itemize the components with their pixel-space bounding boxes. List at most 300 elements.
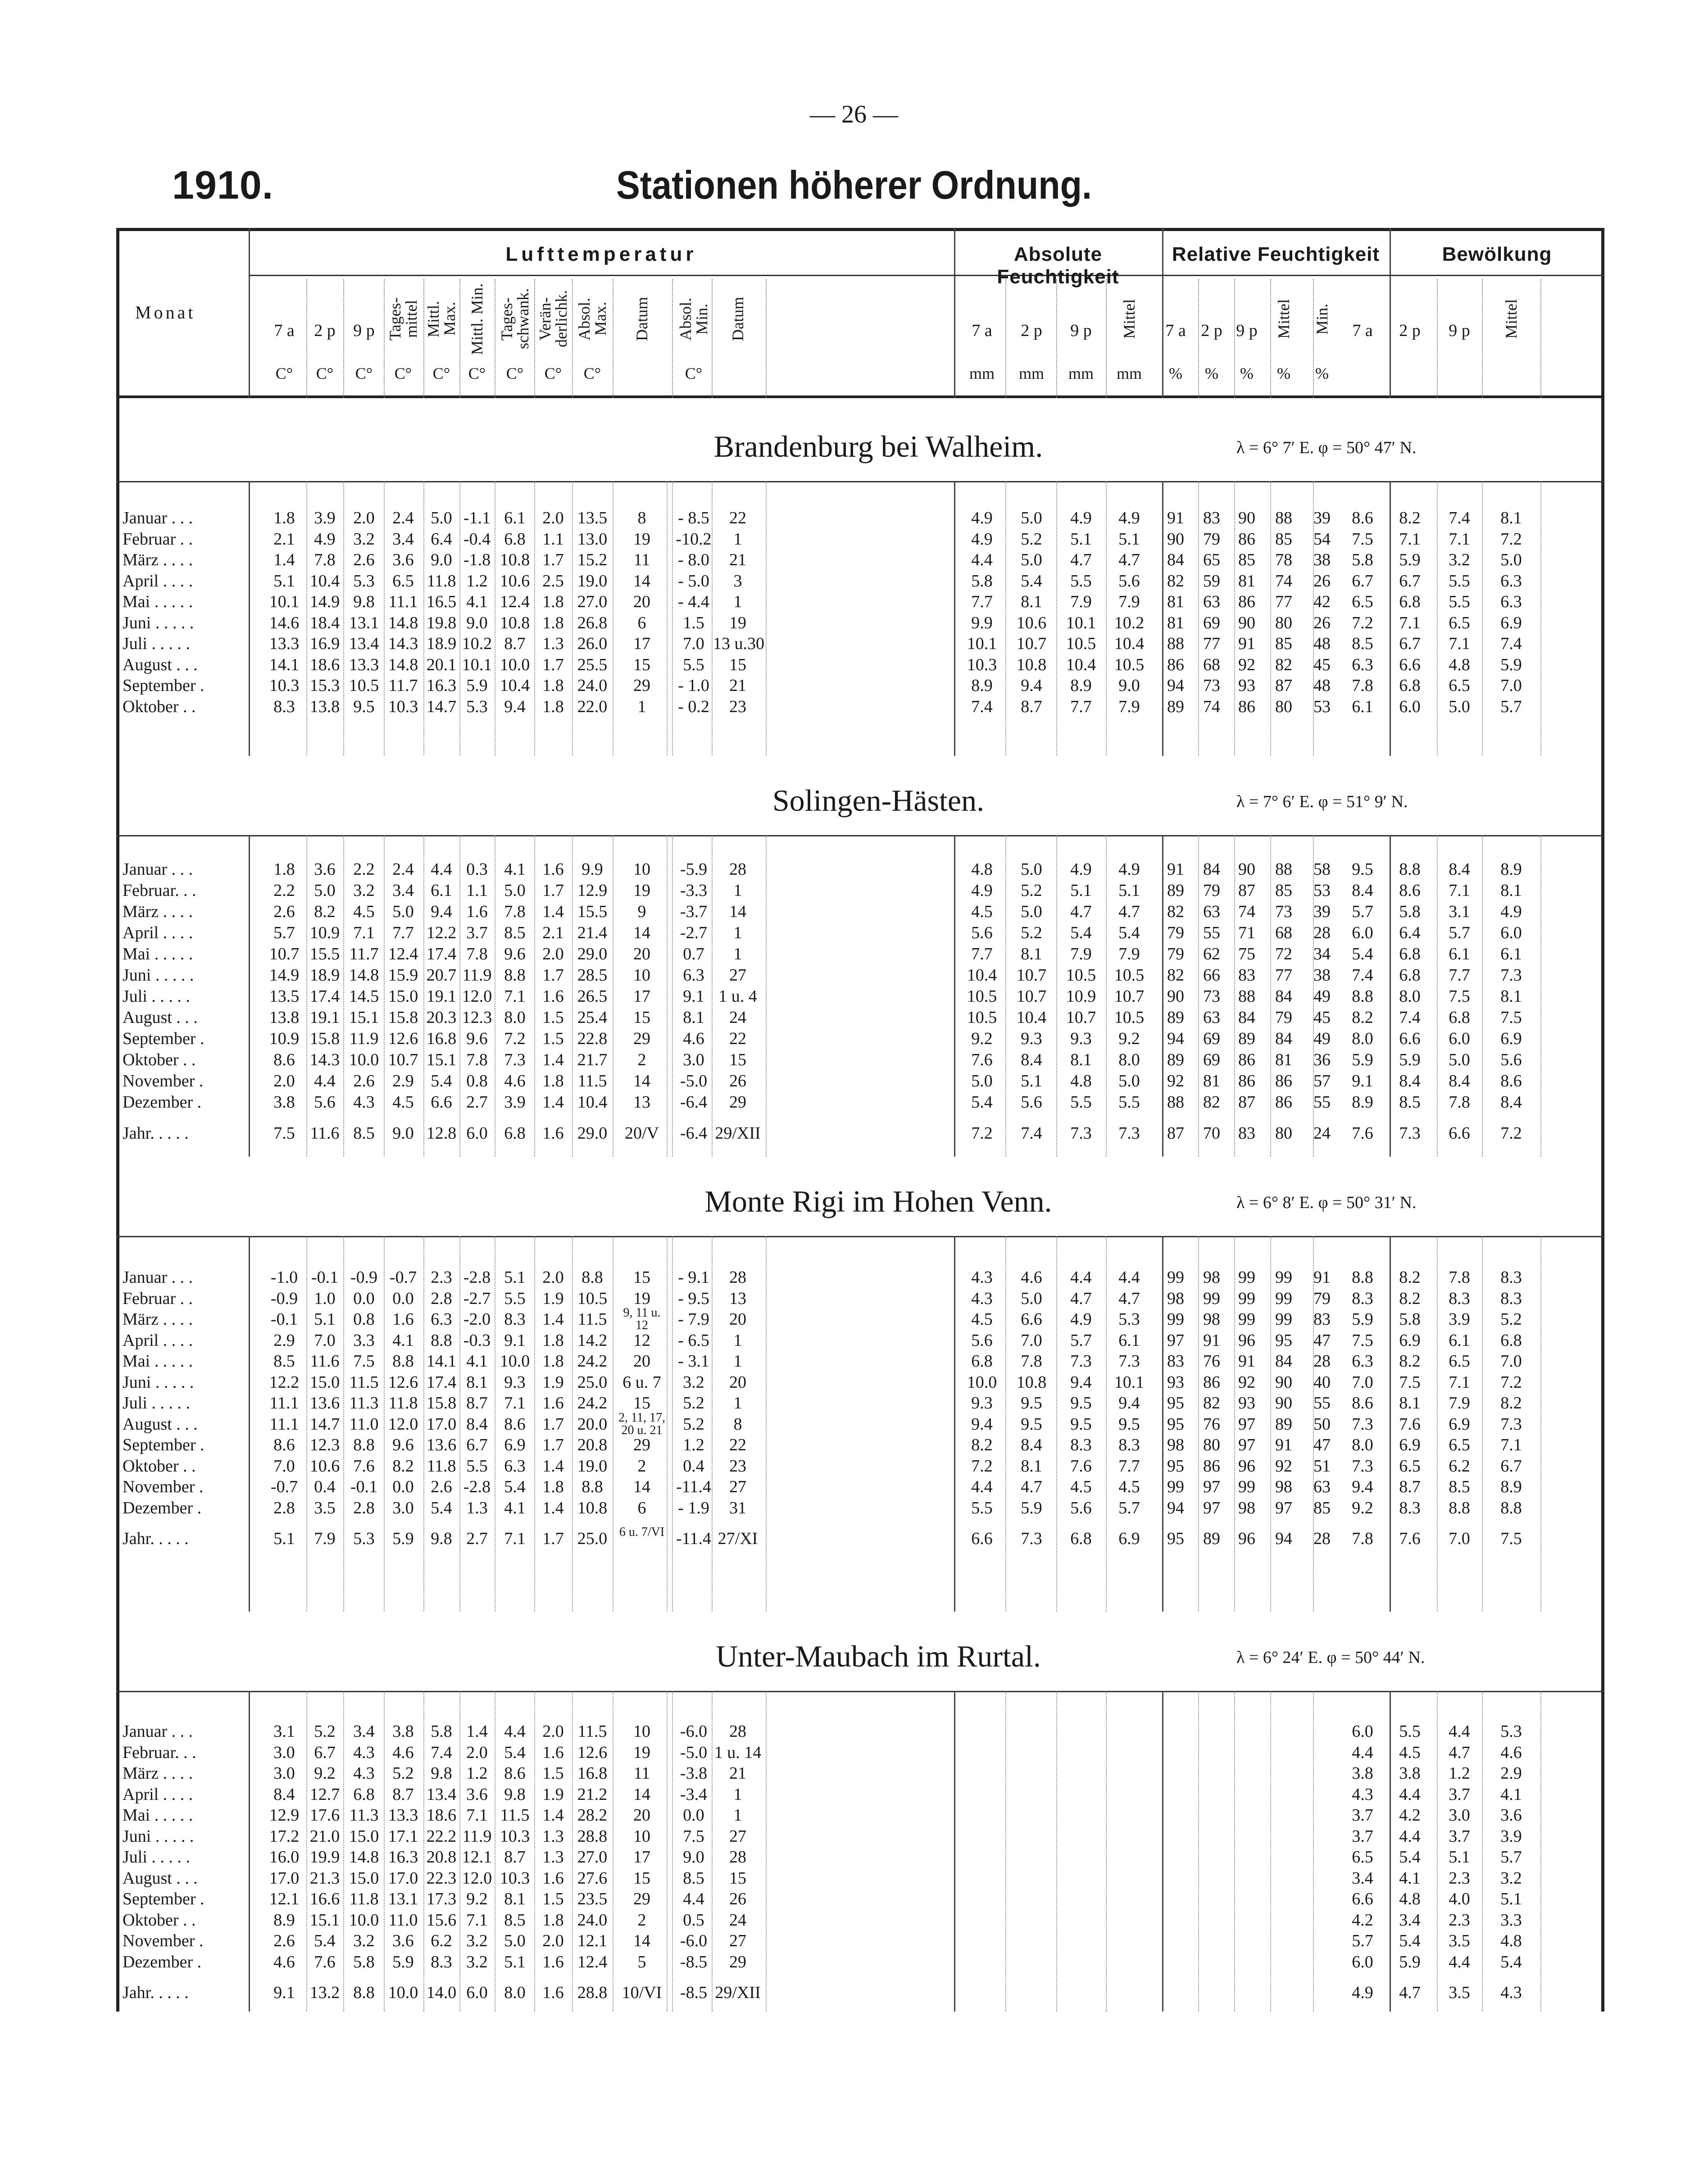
month-name: April . . . .	[123, 923, 193, 942]
table-cell: 7.3	[1118, 1124, 1140, 1143]
table-cell: 14	[633, 1477, 650, 1496]
table-cell: 27.0	[577, 1848, 608, 1867]
station-divider	[116, 1691, 1604, 1692]
table-cell: 5.8	[353, 1952, 375, 1971]
table-cell: 91	[1203, 1331, 1220, 1350]
table-cell: 3.4	[1352, 1868, 1373, 1888]
table-cell: 55	[1203, 923, 1220, 942]
table-cell: 8.7	[466, 1394, 488, 1413]
table-cell: 7.7	[971, 945, 993, 963]
table-cell: 10.4	[309, 571, 340, 590]
table-cell: 20.7	[426, 966, 457, 985]
table-cell: 1	[637, 697, 646, 716]
table-cell: - 1.0	[678, 676, 709, 695]
table-cell: 20	[633, 945, 650, 963]
table-cell: 93	[1167, 1372, 1184, 1392]
table-cell: 80	[1203, 1435, 1220, 1454]
table-cell: 8.3	[504, 1310, 526, 1329]
table-cell: 5.2	[1021, 529, 1042, 549]
table-cell: 5.7	[1449, 923, 1470, 942]
table-cell: 8.2	[1399, 1289, 1421, 1308]
table-cell: 7.4	[1352, 966, 1373, 985]
table-cell: 94	[1167, 1498, 1184, 1517]
table-cell: 8.2	[1500, 1394, 1522, 1413]
table-cell: 5.6	[314, 1093, 336, 1112]
table-cell: 6.5	[1352, 592, 1373, 611]
table-cell: 3.4	[1399, 1910, 1421, 1930]
table-cell: 47	[1313, 1435, 1331, 1454]
table-cell: 12.2	[269, 1372, 300, 1392]
table-cell: 4.1	[1399, 1868, 1421, 1888]
table-cell: 5.5	[1118, 1093, 1140, 1112]
table-cell: 98	[1167, 1435, 1184, 1454]
table-cell: 6.9	[1500, 1029, 1522, 1048]
table-cell: 9.5	[1070, 1394, 1092, 1413]
table-cell: 3.3	[1500, 1910, 1522, 1930]
table-cell: 77	[1275, 592, 1292, 611]
month-name: März . . . .	[123, 1764, 193, 1783]
table-cell: 5.9	[1399, 1050, 1421, 1069]
table-cell: 1.7	[542, 966, 564, 985]
table-cell: 1.4	[273, 550, 295, 569]
table-cell: - 6.5	[678, 1331, 709, 1350]
table-cell: 8.4	[1399, 1072, 1421, 1090]
table-cell: 10.6	[500, 571, 530, 590]
table-row	[0, 881, 1708, 901]
table-cell: 3.4	[392, 529, 414, 549]
column-unit: %	[1169, 364, 1182, 382]
table-cell: 10	[633, 966, 650, 985]
table-cell: 3.3	[353, 1331, 375, 1350]
table-cell: 54	[1313, 529, 1331, 549]
table-cell: 5.0	[1021, 902, 1042, 921]
table-cell: 10.1	[967, 634, 997, 653]
table-cell: 48	[1313, 634, 1331, 653]
table-cell: 10.8	[1016, 1372, 1047, 1392]
table-cell: 1 u. 14	[714, 1743, 762, 1762]
table-cell: 87	[1238, 881, 1255, 900]
table-cell: 28	[1313, 1352, 1331, 1371]
table-cell: 8.3	[1500, 1289, 1522, 1308]
table-cell: 7.8	[314, 550, 336, 569]
table-cell: 50	[1313, 1414, 1331, 1434]
month-name: Februar . .	[123, 529, 193, 549]
table-cell: 14.8	[349, 1848, 379, 1867]
table-cell: 8.8	[353, 1435, 375, 1454]
table-cell: 28	[729, 1848, 746, 1867]
table-cell: 6.9	[1118, 1529, 1140, 1548]
table-cell: -5.0	[680, 1743, 708, 1762]
table-cell: 26.0	[577, 634, 608, 653]
column-unit: C°	[355, 364, 373, 382]
table-cell: 5.1	[1118, 881, 1140, 900]
month-name: Januar . . .	[123, 860, 193, 879]
column-unit: C°	[544, 364, 562, 382]
table-cell: 9, 11 u. 12	[623, 1306, 661, 1332]
table-cell: 1	[733, 881, 742, 900]
table-cell: 8.0	[1352, 1029, 1373, 1048]
page-number: — 26 —	[810, 100, 898, 128]
table-cell: 4.8	[1070, 1072, 1092, 1090]
table-cell: 29.0	[577, 1124, 608, 1143]
table-cell: 5.5	[1070, 571, 1092, 590]
month-name: Juli . . . . .	[123, 987, 190, 1006]
table-cell: 16.0	[269, 1848, 300, 1867]
table-cell: 5.1	[504, 1952, 526, 1971]
table-cell: 4.3	[971, 1268, 993, 1287]
table-cell: 10.5	[577, 1289, 608, 1308]
table-cell: 89	[1167, 1008, 1184, 1027]
table-cell: 7.9	[1118, 697, 1140, 716]
table-cell: 11.5	[577, 1310, 607, 1329]
table-cell: 23	[729, 697, 746, 716]
table-row	[0, 1931, 1708, 1952]
table-cell: 5.1	[1449, 1848, 1470, 1867]
table-cell: 6.9	[504, 1435, 526, 1454]
table-cell: 5.6	[971, 923, 993, 942]
table-cell: 5.0	[1449, 1050, 1470, 1069]
table-cell: 71	[1238, 923, 1255, 942]
table-cell: 10.5	[967, 987, 997, 1006]
table-cell: 4.3	[1500, 1983, 1522, 2002]
table-cell: 7.8	[1021, 1352, 1042, 1371]
table-cell: 76	[1203, 1352, 1220, 1371]
column-header: 7 a	[972, 321, 992, 340]
month-name: September .	[123, 1435, 204, 1454]
table-cell: 99	[1238, 1268, 1255, 1287]
table-cell: 3.0	[392, 1498, 414, 1517]
table-cell: 1.8	[542, 676, 564, 695]
table-cell: 5.9	[392, 1529, 414, 1548]
month-name: April . . . .	[123, 1785, 193, 1804]
table-cell: 20	[729, 1372, 746, 1392]
table-cell: 12	[633, 1331, 650, 1350]
table-cell: 13.8	[269, 1008, 300, 1027]
table-cell: 9	[637, 902, 646, 921]
table-cell: -1.0	[270, 1268, 298, 1287]
table-cell: 6.8	[1399, 676, 1421, 695]
table-cell: 6	[637, 613, 646, 632]
table-cell: 3.6	[314, 860, 336, 879]
table-cell: 11.5	[500, 1806, 530, 1825]
table-cell: 10.3	[967, 655, 997, 674]
table-cell: 90	[1167, 529, 1184, 549]
table-cell: 4.6	[1021, 1268, 1042, 1287]
month-name: Mai . . . . .	[123, 592, 193, 611]
table-cell: 8.4	[1021, 1435, 1042, 1454]
table-cell: 29	[633, 676, 650, 695]
table-cell: 10.8	[577, 1498, 608, 1517]
table-cell: 5.0	[971, 1072, 993, 1090]
table-cell: 10.1	[269, 592, 300, 611]
table-cell: 9.4	[504, 697, 526, 716]
table-cell: 8.1	[1070, 1050, 1092, 1069]
table-cell: 7.9	[1070, 945, 1092, 963]
table-cell: 7.0	[1500, 676, 1522, 695]
table-cell: 45	[1313, 1008, 1331, 1027]
table-cell: 17	[633, 1848, 650, 1867]
table-cell: 6.6	[1399, 1029, 1421, 1048]
table-cell: 7.1	[466, 1910, 488, 1930]
table-cell: 49	[1313, 1029, 1331, 1048]
column-unit: C°	[506, 364, 524, 382]
table-cell: 10.7	[1066, 1008, 1096, 1027]
table-cell: 69	[1203, 613, 1220, 632]
table-cell: 27/XI	[718, 1529, 758, 1548]
table-cell: 99	[1238, 1477, 1255, 1496]
table-cell: 23.5	[577, 1889, 608, 1908]
table-cell: 5.9	[1352, 1310, 1373, 1329]
table-cell: 14	[633, 923, 650, 942]
station-coordinates: λ = 6° 8′ E. φ = 50° 31′ N.	[1236, 1193, 1417, 1212]
month-name: Februar. . .	[123, 1743, 196, 1762]
table-cell: 14.2	[577, 1331, 608, 1350]
table-cell: - 8.5	[678, 509, 709, 527]
table-cell: 7.4	[1021, 1124, 1042, 1143]
column-divider	[712, 279, 713, 398]
table-cell: 8.5	[504, 1910, 526, 1930]
table-cell: 21.4	[577, 923, 608, 942]
table-cell: 85	[1275, 881, 1292, 900]
month-name: November .	[123, 1072, 204, 1090]
table-cell: 92	[1167, 1072, 1184, 1090]
table-cell: 62	[1203, 945, 1220, 963]
table-cell: 11.8	[349, 1889, 379, 1908]
month-name: November .	[123, 1931, 204, 1950]
table-row	[0, 1456, 1708, 1477]
table-cell: 5.4	[504, 1477, 526, 1496]
table-cell: 5.0	[1021, 860, 1042, 879]
table-cell: 4.4	[1449, 1722, 1470, 1741]
table-cell: 3.5	[314, 1498, 336, 1517]
table-cell: 11.0	[388, 1910, 418, 1930]
table-cell: 17.0	[269, 1868, 300, 1888]
column-header: 9 p	[1449, 321, 1470, 340]
table-cell: 24.0	[577, 676, 608, 695]
table-cell: 7.3	[1352, 1414, 1373, 1434]
column-divider	[1005, 279, 1006, 398]
month-name: Juni . . . . .	[123, 613, 194, 632]
table-cell: 7.2	[1352, 613, 1373, 632]
table-cell: 4.9	[971, 509, 993, 527]
table-cell: 2.9	[1500, 1764, 1522, 1783]
table-cell: 5.0	[1021, 550, 1042, 569]
table-cell: 81	[1275, 1050, 1292, 1069]
table-cell: 3.8	[392, 1722, 414, 1741]
table-cell: 12.1	[577, 1931, 608, 1950]
table-cell: 6.6	[431, 1093, 452, 1112]
table-cell: 8.4	[273, 1785, 295, 1804]
table-cell: 10.5	[1114, 966, 1145, 985]
table-cell: 95	[1275, 1331, 1292, 1350]
table-cell: 6.5	[1399, 1456, 1421, 1476]
table-cell: 1.2	[466, 1764, 488, 1783]
table-cell: 16.9	[309, 634, 340, 653]
table-cell: 4.8	[1449, 655, 1470, 674]
table-cell: 8.8	[1352, 987, 1373, 1006]
table-cell: 10.0	[349, 1910, 379, 1930]
table-row	[0, 1721, 1708, 1742]
table-cell: 7.2	[504, 1029, 526, 1048]
table-cell: 84	[1203, 860, 1220, 879]
table-cell: 6.1	[1352, 697, 1373, 716]
table-cell: -3.4	[680, 1785, 708, 1804]
table-cell: -6.0	[680, 1722, 708, 1741]
table-cell: 1.2	[683, 1435, 704, 1454]
table-cell: 4.1	[466, 1352, 488, 1371]
table-cell: 29	[633, 1029, 650, 1048]
table-cell: 24	[729, 1008, 746, 1027]
table-cell: 8.0	[1352, 1435, 1373, 1454]
table-cell: 2.6	[273, 1931, 295, 1950]
table-cell: 4.7	[1449, 1743, 1470, 1762]
table-cell: 5.4	[431, 1072, 452, 1090]
table-cell: 15.1	[309, 1910, 340, 1930]
table-cell: 10.7	[1114, 987, 1145, 1006]
table-cell: 10.4	[1016, 1008, 1047, 1027]
table-cell: 1.8	[542, 1910, 564, 1930]
table-cell: 6.3	[683, 966, 704, 985]
column-divider	[1482, 279, 1483, 398]
table-cell: 99	[1238, 1289, 1255, 1308]
table-cell: 1.6	[542, 1743, 564, 1762]
table-cell: 12.6	[577, 1743, 608, 1762]
table-cell: 82	[1203, 1394, 1220, 1413]
table-cell: 14.5	[349, 987, 379, 1006]
table-cell: 34	[1313, 945, 1331, 963]
table-row	[0, 1868, 1708, 1889]
table-cell: 9.1	[1352, 1072, 1373, 1090]
table-cell: 4.5	[971, 902, 993, 921]
column-header: Mittel	[1275, 299, 1293, 339]
table-cell: 1.8	[273, 509, 295, 527]
table-cell: 19.0	[577, 571, 608, 590]
table-cell: 10.7	[269, 945, 300, 963]
table-cell: 73	[1203, 676, 1220, 695]
table-cell: 4.4	[683, 1889, 704, 1908]
table-cell: 1.3	[542, 1848, 564, 1867]
table-cell: 10.0	[349, 1050, 379, 1069]
month-name: Juni . . . . .	[123, 1826, 194, 1846]
table-cell: 8.1	[1500, 881, 1522, 900]
table-cell: 10.6	[1016, 613, 1047, 632]
table-cell: 7.3	[1070, 1124, 1092, 1143]
table-cell: 10.4	[1066, 655, 1096, 674]
table-cell: 3.0	[273, 1743, 295, 1762]
table-cell: 4.7	[1070, 1289, 1092, 1308]
table-cell: 68	[1275, 923, 1292, 942]
table-cell: 0.4	[683, 1456, 704, 1476]
table-cell: 6.8	[504, 1124, 526, 1143]
table-cell: 4.0	[1449, 1889, 1470, 1908]
table-cell: 15	[729, 1868, 746, 1888]
table-cell: 15.9	[388, 966, 418, 985]
table-cell: 3.5	[1449, 1931, 1470, 1950]
table-cell: 4.5	[1399, 1743, 1421, 1762]
table-cell: 11.9	[349, 1029, 379, 1048]
table-cell: 9.2	[314, 1764, 336, 1783]
table-cell: 2.0	[542, 945, 564, 963]
table-cell: 39	[1313, 902, 1331, 921]
table-cell: 10.2	[462, 634, 492, 653]
table-cell: 3.0	[1449, 1806, 1470, 1825]
table-cell: 14.1	[269, 655, 300, 674]
table-cell: 13.3	[388, 1806, 418, 1825]
table-cell: 5.8	[431, 1722, 452, 1741]
station-name: Brandenburg bei Walheim.	[713, 429, 1043, 463]
column-divider	[1106, 279, 1107, 398]
column-header: 2 p	[314, 321, 336, 340]
column-divider	[1313, 279, 1314, 398]
table-cell: 55	[1313, 1394, 1331, 1413]
table-cell: 2.0	[542, 1268, 564, 1287]
table-cell: 15.8	[426, 1394, 457, 1413]
month-name: November .	[123, 1477, 204, 1496]
table-cell: 95	[1167, 1414, 1184, 1434]
table-cell: 81	[1167, 592, 1184, 611]
table-cell: 14	[633, 571, 650, 590]
table-cell: 1.1	[466, 881, 488, 900]
table-cell: 7.0	[1449, 1529, 1470, 1548]
table-cell: 29	[633, 1889, 650, 1908]
month-name: Oktober . .	[123, 1456, 196, 1476]
table-cell: 98	[1203, 1310, 1220, 1329]
table-cell: 6.8	[1449, 1008, 1470, 1027]
table-cell: -6.4	[680, 1124, 708, 1143]
table-cell: 8.7	[1399, 1477, 1421, 1496]
table-cell: 4.5	[392, 1093, 414, 1112]
table-cell: -0.3	[463, 1331, 491, 1350]
table-cell: 5.5	[1070, 1093, 1092, 1112]
table-cell: 3	[733, 571, 742, 590]
table-row	[0, 1889, 1708, 1910]
table-cell: 89	[1203, 1529, 1220, 1548]
table-cell: 29	[729, 1093, 746, 1112]
table-cell: 7.6	[1399, 1414, 1421, 1434]
table-cell: 18.4	[309, 613, 340, 632]
table-cell: 12.0	[462, 987, 492, 1006]
table-cell: 5.9	[1021, 1498, 1042, 1517]
table-cell: 8.4	[1500, 1093, 1522, 1112]
table-cell: 4.7	[1118, 550, 1140, 569]
table-cell: 12.8	[426, 1124, 457, 1143]
table-row	[0, 1435, 1708, 1456]
table-cell: 6.8	[353, 1785, 375, 1804]
table-cell: 4.3	[353, 1743, 375, 1762]
table-cell: 4.1	[392, 1331, 414, 1350]
table-cell: 16.3	[388, 1848, 418, 1867]
table-cell: 4.9	[1352, 1983, 1373, 2002]
table-cell: 6.7	[1399, 634, 1421, 653]
table-cell: 7.0	[273, 1456, 295, 1476]
table-cell: 29/XII	[715, 1983, 761, 2002]
table-cell: 9.8	[431, 1529, 452, 1548]
table-cell: 21.3	[309, 1868, 340, 1888]
table-cell: 2.4	[392, 509, 414, 527]
month-name: Oktober . .	[123, 1050, 196, 1069]
table-cell: 5.2	[683, 1414, 704, 1434]
table-cell: 6.9	[1449, 1414, 1470, 1434]
table-cell: - 3.1	[678, 1352, 709, 1371]
table-cell: 8.5	[1449, 1477, 1470, 1496]
table-cell: 12.3	[462, 1008, 492, 1027]
table-cell: 6.8	[971, 1352, 993, 1371]
table-cell: 12.0	[388, 1414, 418, 1434]
column-header: Mittl. Max.	[424, 300, 459, 337]
table-cell: 9.2	[1118, 1029, 1140, 1048]
table-cell: 7.1	[1500, 1435, 1522, 1454]
column-divider	[534, 279, 535, 398]
